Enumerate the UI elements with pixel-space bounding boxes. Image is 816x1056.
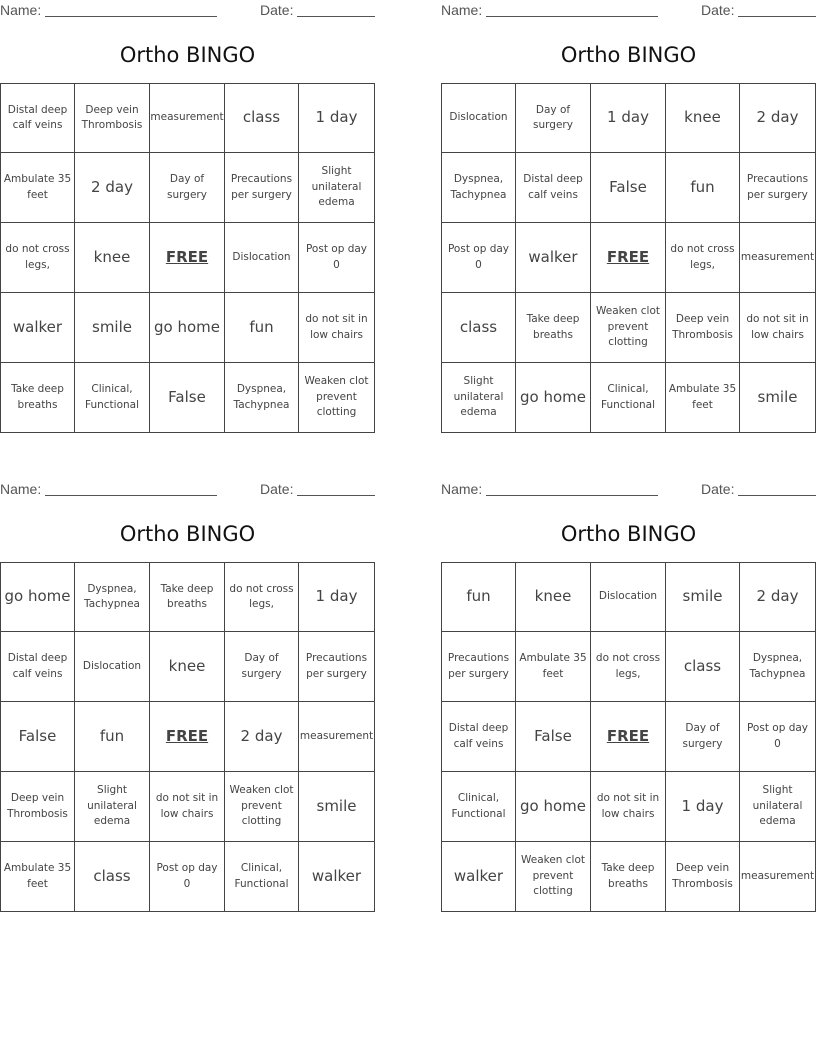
bingo-cell: 1 day (299, 83, 375, 153)
bingo-cell: Precautions per surgery (740, 153, 816, 223)
bingo-cell: measurement (740, 842, 816, 912)
bingo-cell: False (591, 153, 666, 223)
bingo-cell: Post op day 0 (150, 842, 225, 912)
free-space: FREE (591, 702, 666, 772)
bingo-cell: Ambulate 35 feet (666, 363, 740, 433)
bingo-cell: Slight unilateral edema (299, 153, 375, 223)
name-blank[interactable] (486, 482, 658, 496)
bingo-cell: walker (299, 842, 375, 912)
card-title: Ortho BINGO (560, 522, 697, 546)
bingo-cell: 1 day (591, 83, 666, 153)
bingo-cell: Precautions per surgery (299, 632, 375, 702)
bingo-cell: walker (516, 223, 591, 293)
bingo-cell: Distal deep calf veins (0, 632, 75, 702)
bingo-cell: do not sit in low chairs (591, 772, 666, 842)
bingo-cell: 2 day (75, 153, 150, 223)
bingo-cell: class (441, 293, 516, 363)
bingo-cell: Dyspnea, Tachypnea (225, 363, 299, 433)
bingo-cell: 2 day (740, 562, 816, 632)
bingo-cell: 2 day (740, 83, 816, 153)
bingo-cell: Dyspnea, Tachypnea (75, 562, 150, 632)
bingo-cell: Day of surgery (666, 702, 740, 772)
bingo-cell: Ambulate 35 feet (0, 842, 75, 912)
bingo-cell: measurement (150, 83, 225, 153)
bingo-cell: go home (516, 772, 591, 842)
bingo-cell: Day of surgery (516, 83, 591, 153)
bingo-cell: Deep vein Thrombosis (75, 83, 150, 153)
bingo-cell: go home (516, 363, 591, 433)
card-title: Ortho BINGO (560, 43, 697, 67)
bingo-cell: do not cross legs, (0, 223, 75, 293)
bingo-grid (0, 83, 375, 433)
bingo-card-4 (441, 479, 816, 919)
bingo-cell: Dyspnea, Tachypnea (740, 632, 816, 702)
name-blank[interactable] (486, 3, 658, 17)
bingo-cell: False (150, 363, 225, 433)
bingo-cell: False (0, 702, 75, 772)
bingo-cell: go home (150, 293, 225, 363)
bingo-cell: fun (75, 702, 150, 772)
bingo-grid (0, 562, 375, 912)
bingo-cell: 1 day (666, 772, 740, 842)
bingo-cell: Day of surgery (150, 153, 225, 223)
bingo-cell: smile (299, 772, 375, 842)
bingo-cell: smile (75, 293, 150, 363)
bingo-cell: Distal deep calf veins (0, 83, 75, 153)
name-blank[interactable] (45, 482, 217, 496)
name-date-line (441, 2, 816, 20)
date-label: Date: (701, 2, 735, 18)
bingo-cell: Dislocation (225, 223, 299, 293)
bingo-cell: Precautions per surgery (225, 153, 299, 223)
free-space: FREE (150, 223, 225, 293)
card-title: Ortho BINGO (119, 43, 256, 67)
bingo-cell: False (516, 702, 591, 772)
bingo-cell: class (225, 83, 299, 153)
date-blank[interactable] (738, 482, 816, 496)
bingo-cell: do not cross legs, (225, 562, 299, 632)
bingo-cell: Take deep breaths (516, 293, 591, 363)
bingo-cell: Slight unilateral edema (441, 363, 516, 433)
date-blank[interactable] (738, 3, 816, 17)
bingo-cell: Dislocation (441, 83, 516, 153)
bingo-cell: knee (666, 83, 740, 153)
bingo-cell: Post op day 0 (441, 223, 516, 293)
bingo-cell: do not sit in low chairs (740, 293, 816, 363)
bingo-cell: Clinical, Functional (591, 363, 666, 433)
date-label: Date: (701, 481, 735, 497)
name-label: Name: (0, 2, 42, 18)
bingo-cell: class (666, 632, 740, 702)
date-label: Date: (260, 2, 294, 18)
bingo-cell: smile (666, 562, 740, 632)
bingo-cell: Dyspnea, Tachypnea (441, 153, 516, 223)
date-blank[interactable] (297, 482, 375, 496)
bingo-cell: fun (666, 153, 740, 223)
bingo-cell: Slight unilateral edema (740, 772, 816, 842)
bingo-cell: Dislocation (591, 562, 666, 632)
bingo-card-2 (441, 0, 816, 440)
bingo-cell: Clinical, Functional (225, 842, 299, 912)
bingo-cell: do not cross legs, (666, 223, 740, 293)
bingo-cell: smile (740, 363, 816, 433)
bingo-cell: walker (0, 293, 75, 363)
bingo-cell: Deep vein Thrombosis (0, 772, 75, 842)
bingo-cell: measurement (740, 223, 816, 293)
date-blank[interactable] (297, 3, 375, 17)
bingo-cell: Weaken clot prevent clotting (591, 293, 666, 363)
bingo-cell: Deep vein Thrombosis (666, 293, 740, 363)
bingo-cell: knee (150, 632, 225, 702)
bingo-cell: Distal deep calf veins (441, 702, 516, 772)
bingo-cell: 1 day (299, 562, 375, 632)
bingo-cell: Weaken clot prevent clotting (516, 842, 591, 912)
name-label: Name: (441, 2, 483, 18)
bingo-cell: Take deep breaths (0, 363, 75, 433)
bingo-cell: do not sit in low chairs (150, 772, 225, 842)
name-label: Name: (441, 481, 483, 497)
bingo-cell: Ambulate 35 feet (516, 632, 591, 702)
name-date-line (0, 2, 375, 20)
bingo-cell: fun (225, 293, 299, 363)
bingo-cell: Deep vein Thrombosis (666, 842, 740, 912)
name-date-line (441, 481, 816, 499)
bingo-cell: Clinical, Functional (441, 772, 516, 842)
bingo-card-1 (0, 0, 375, 440)
name-date-line (0, 481, 375, 499)
bingo-cell: Take deep breaths (591, 842, 666, 912)
bingo-card-3 (0, 479, 375, 919)
bingo-cell: Take deep breaths (150, 562, 225, 632)
bingo-cell: Dislocation (75, 632, 150, 702)
bingo-cell: Slight unilateral edema (75, 772, 150, 842)
name-blank[interactable] (45, 3, 217, 17)
bingo-cell: walker (441, 842, 516, 912)
bingo-cell: knee (75, 223, 150, 293)
bingo-grid (441, 562, 816, 912)
bingo-grid (441, 83, 816, 433)
bingo-cell: do not cross legs, (591, 632, 666, 702)
free-space: FREE (591, 223, 666, 293)
bingo-cell: Ambulate 35 feet (0, 153, 75, 223)
bingo-cell: Post op day 0 (299, 223, 375, 293)
bingo-cell: 2 day (225, 702, 299, 772)
bingo-cell: do not sit in low chairs (299, 293, 375, 363)
bingo-cell: Post op day 0 (740, 702, 816, 772)
bingo-cell: fun (441, 562, 516, 632)
bingo-cell: go home (0, 562, 75, 632)
name-label: Name: (0, 481, 42, 497)
bingo-cell: Clinical, Functional (75, 363, 150, 433)
bingo-cell: knee (516, 562, 591, 632)
bingo-cell: Distal deep calf veins (516, 153, 591, 223)
bingo-cell: Precautions per surgery (441, 632, 516, 702)
date-label: Date: (260, 481, 294, 497)
bingo-cell: Weaken clot prevent clotting (225, 772, 299, 842)
bingo-cell: measurement (299, 702, 375, 772)
bingo-cell: class (75, 842, 150, 912)
bingo-cell: Day of surgery (225, 632, 299, 702)
bingo-cell: Weaken clot prevent clotting (299, 363, 375, 433)
free-space: FREE (150, 702, 225, 772)
card-title: Ortho BINGO (119, 522, 256, 546)
